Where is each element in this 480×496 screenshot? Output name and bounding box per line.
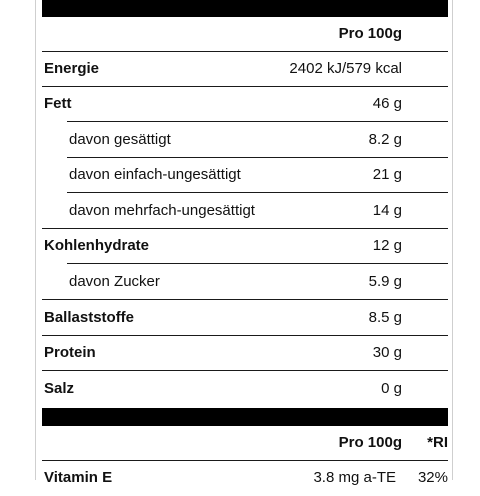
row-label: Ballaststoffe	[44, 309, 135, 326]
row-divider	[67, 263, 448, 264]
row-value: 3.8 mg a-TE	[313, 469, 396, 486]
row-divider	[67, 121, 448, 122]
row-value: 8.5 g	[368, 309, 402, 326]
row-label: davon mehrfach-ungesättigt	[69, 202, 255, 219]
row-label: Energie	[44, 60, 100, 77]
nutrition-row-gesaettigt	[42, 123, 448, 158]
row-label: Kohlenhydrate	[44, 237, 150, 254]
row-value: 21 g	[372, 166, 402, 183]
row-label: Salz	[44, 380, 75, 397]
per-100g-header: Pro 100g	[338, 25, 402, 42]
row-label: davon Zucker	[69, 273, 160, 290]
row-label: Fett	[44, 95, 72, 112]
row-divider	[67, 192, 448, 193]
row-label: davon gesättigt	[69, 131, 171, 148]
row-divider	[42, 299, 448, 300]
nutrition-row-ballaststoffe	[42, 301, 448, 336]
vitamin-table-header	[42, 426, 448, 461]
row-divider	[42, 370, 448, 371]
nutrition-row-zucker	[42, 265, 448, 300]
nutrition-row-protein	[42, 336, 448, 371]
row-value: 12 g	[372, 237, 402, 254]
table-top-bar	[42, 0, 448, 17]
ri-header: *RI	[427, 434, 448, 451]
nutrition-row-kohlenhydrate	[42, 229, 448, 264]
row-label: Vitamin E	[44, 469, 113, 486]
nutrition-row-energie	[42, 52, 448, 87]
nutrition-row-salz	[42, 372, 448, 407]
row-value: 46 g	[372, 95, 402, 112]
row-value: 14 g	[372, 202, 402, 219]
nutrition-row-mehrfach-ungesaettigt	[42, 194, 448, 229]
vitamin-row-vitamin-e	[42, 461, 448, 496]
row-label: Protein	[44, 344, 96, 361]
nutrition-row-einfach-ungesaettigt	[42, 158, 448, 193]
per-100g-header: Pro 100g	[338, 434, 402, 451]
row-value: 8.2 g	[368, 131, 402, 148]
nutrition-table-header	[42, 17, 448, 52]
row-value: 0 g	[381, 380, 402, 397]
ri-value: 32%	[417, 469, 448, 486]
table-separator-bar	[42, 408, 448, 426]
row-value: 30 g	[372, 344, 402, 361]
row-value: 2402 kJ/579 kcal	[289, 60, 402, 77]
row-label: davon einfach-ungesättigt	[69, 166, 241, 183]
nutrition-row-fett	[42, 87, 448, 122]
row-value: 5.9 g	[368, 273, 402, 290]
